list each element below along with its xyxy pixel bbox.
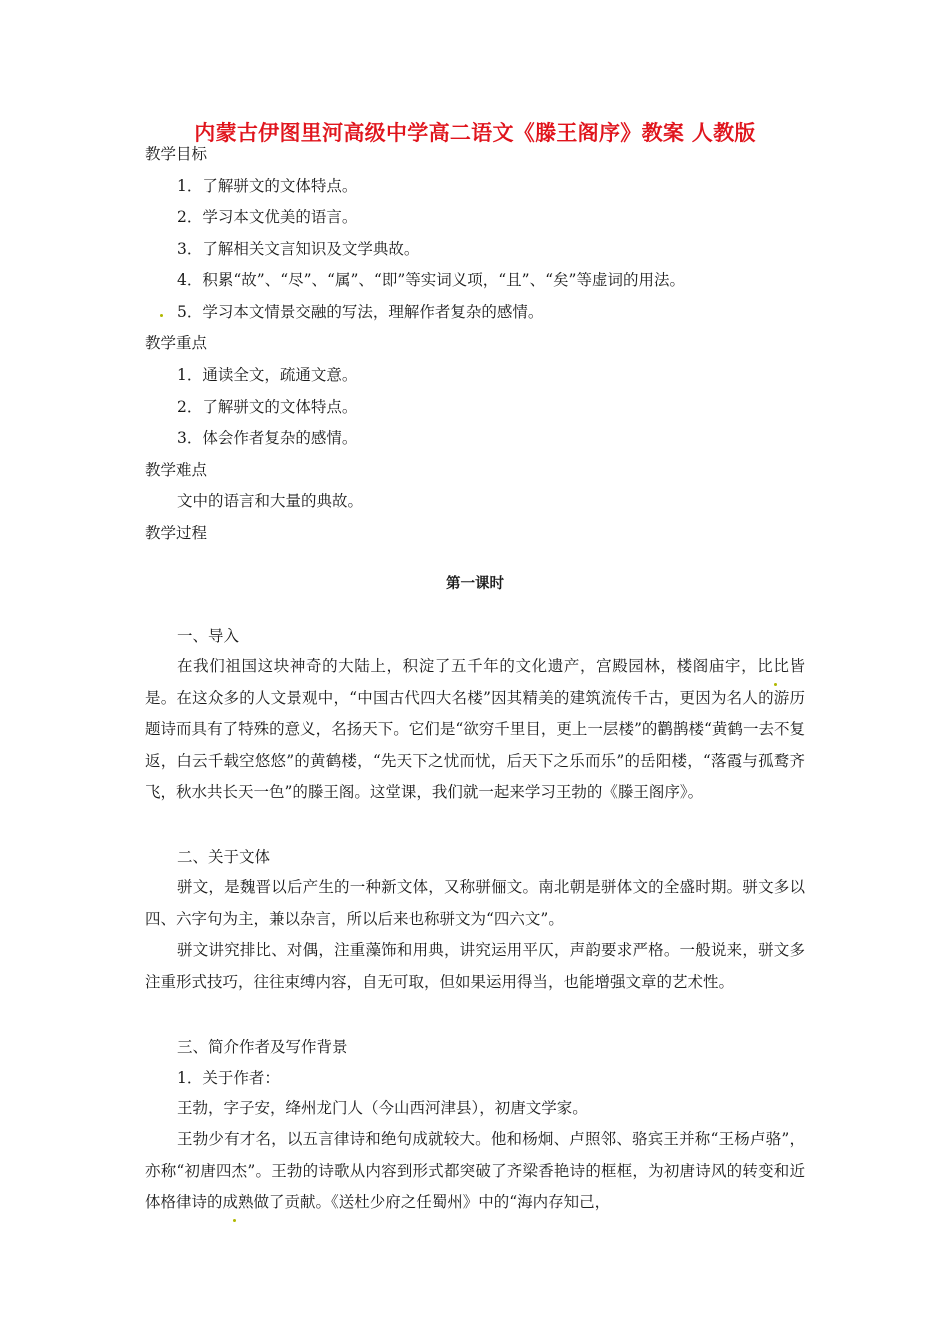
key-point-item: 2．了解骈文的文体特点。 <box>177 398 358 416</box>
stray-mark <box>160 314 163 317</box>
key-points-heading: 教学重点 <box>145 334 208 352</box>
objective-item: 5．学习本文情景交融的写法，理解作者复杂的感情。 <box>177 303 544 321</box>
stray-mark <box>774 683 777 686</box>
objective-item: 2．学习本文优美的语言。 <box>177 208 358 226</box>
section-heading-intro: 一、导入 <box>177 627 240 645</box>
section-heading-genre: 二、关于文体 <box>177 848 271 866</box>
section-heading-author: 三、简介作者及写作背景 <box>177 1038 348 1056</box>
stray-mark <box>233 1219 236 1222</box>
author-paragraph-2: 王勃少有才名，以五言律诗和绝句成就较大。他和杨炯、卢照邻、骆宾王并称“王杨卢骆”，亦称“初唐四杰”。王勃的诗歌从内容到形式都突破了齐梁香艳诗的框框，为初唐诗风的转变和近体格律诗的成熟做了贡献。《送杜少府之任蜀州》中的“海内存知己， <box>145 1130 805 1211</box>
objective-item: 3．了解相关文言知识及文学典故。 <box>177 240 420 258</box>
objectives-heading: 教学目标 <box>145 145 208 163</box>
key-point-item: 1．通读全文，疏通文意。 <box>177 366 358 384</box>
difficulty-item: 文中的语言和大量的典故。 <box>177 492 364 510</box>
key-point-item: 3．体会作者复杂的感情。 <box>177 429 358 447</box>
objective-item: 1．了解骈文的文体特点。 <box>177 177 358 195</box>
genre-paragraph-1: 骈文，是魏晋以后产生的一种新文体，又称骈俪文。南北朝是骈体文的全盛时期。骈文多以四、六字句为主，兼以杂言，所以后来也称骈文为“四六文”。 <box>145 878 805 928</box>
author-subheading: 1．关于作者： <box>177 1069 280 1087</box>
document-title: 内蒙古伊图里河高级中学高二语文《滕王阁序》教案 人教版 <box>194 121 756 145</box>
process-heading: 教学过程 <box>145 524 208 542</box>
genre-paragraph-2: 骈文讲究排比、对偶，注重藻饰和用典，讲究运用平仄，声韵要求严格。一般说来，骈文多注重形式技巧，往往束缚内容，自无可取，但如果运用得当，也能增强文章的艺术性。 <box>145 941 805 991</box>
objective-item: 4．积累“故”、“尽”、“属”、“即”等实词义项，“且”、“矣”等虚词的用法。 <box>177 271 685 289</box>
intro-paragraph: 在我们祖国这块神奇的大陆上，积淀了五千年的文化遗产，宫殿园林，楼阁庙宇，比比皆是。在这众多的人文景观中，“中国古代四大名楼”因其精美的建筑流传千古，更因为名人的游历题诗而具有了特殊的意义，名扬天下。它们是“欲穷千里目，更上一层楼”的鹳鹊楼“黄鹤一去不复返，白云千载空悠悠”的黄鹤楼，“先天下之忧而忧，后天下之乐而乐”的岳阳楼，“落霞与孤鹜齐飞，秋水共长天一色”的滕王阁。这堂课，我们就一起来学习王勃的《滕王阁序》。 <box>145 657 805 801</box>
author-paragraph-1: 王勃，字子安，绛州龙门人（今山西河津县），初唐文学家。 <box>177 1099 588 1117</box>
difficulties-heading: 教学难点 <box>145 461 208 479</box>
lesson-title: 第一课时 <box>446 576 504 592</box>
